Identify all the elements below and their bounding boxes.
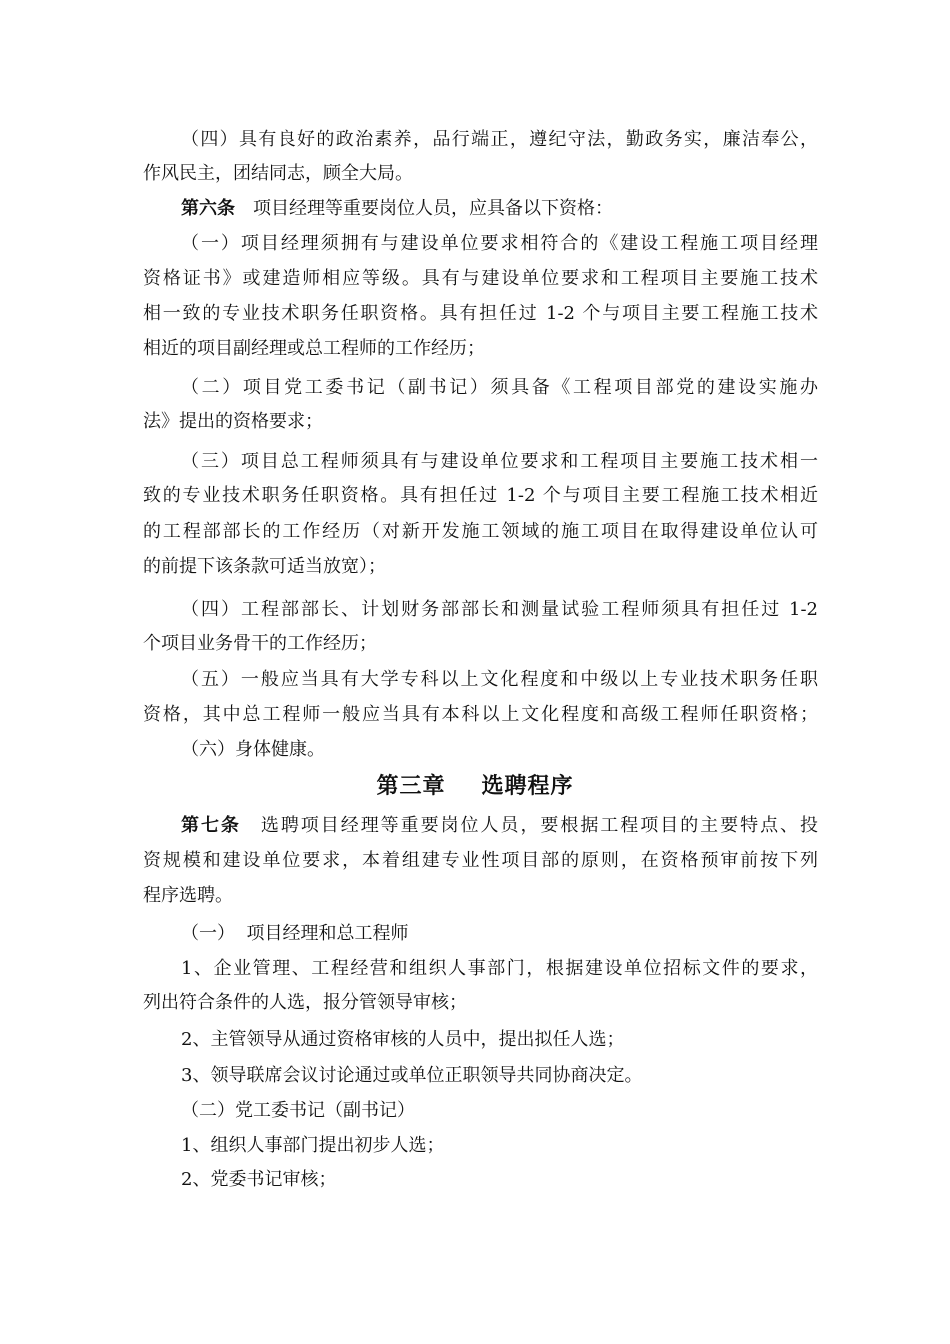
- paragraph-line: 个项目业务骨干的工作经历；: [143, 633, 377, 654]
- paragraph-line: 致的专业技术职务任职资格。具有担任过 1-2 个与项目主要工程施工技术相近: [143, 485, 818, 506]
- list-item-line: 2、党委书记审核；: [181, 1169, 337, 1190]
- paragraph-line: 资格，其中总工程师一般应当具有本科以上文化程度和高级工程师任职资格；: [143, 704, 818, 725]
- list-item-line: 2、主管领导从通过资格审核的人员中，提出拟任人选；: [181, 1029, 625, 1050]
- chapter-title: 选聘程序: [481, 774, 574, 799]
- paragraph-line: 资格证书》或建造师相应等级。具有与建设单位要求和工程项目主要施工技术: [143, 268, 818, 289]
- paragraph-line: 的工程部部长的工作经历（对新开发施工领域的施工项目在取得建设单位认可: [143, 521, 818, 542]
- paragraph-line: 相一致的专业技术职务任职资格。具有担任过 1-2 个与项目主要工程施工技术: [143, 303, 818, 324]
- paragraph-line: 程序选聘。: [143, 885, 233, 906]
- paragraph-line: 资规模和建设单位要求，本着组建专业性项目部的原则，在资格预审前按下列: [143, 850, 818, 871]
- paragraph-line: 法》提出的资格要求；: [143, 411, 323, 432]
- section-title: （一） 项目经理和总工程师: [181, 923, 409, 944]
- article-text: 项目经理等重要岗位人员，应具备以下资格：: [253, 198, 613, 219]
- paragraph-line: 的前提下该条款可适当放宽）；: [143, 556, 386, 577]
- article-text: 选聘项目经理等重要岗位人员，要根据工程项目的主要特点、投: [258, 815, 818, 836]
- paragraph-line: 相近的项目副经理或总工程师的工作经历；: [143, 338, 485, 359]
- article-label: 第六条: [181, 198, 235, 219]
- paragraph-line: （四）具有良好的政治素养，品行端正，遵纪守法，勤政务实，廉洁奉公，: [181, 129, 818, 150]
- paragraph-line: （三）项目总工程师须具有与建设单位要求和工程项目主要施工技术相一: [181, 451, 818, 472]
- paragraph-line: （六）身体健康。: [181, 739, 325, 760]
- article-6: [181, 197, 818, 221]
- section-title: （二）党工委书记（副书记）: [181, 1100, 415, 1121]
- paragraph-line: （四）工程部部长、计划财务部部长和测量试验工程师须具有担任过 1-2: [181, 599, 818, 620]
- chapter-heading: [0, 772, 950, 802]
- paragraph-line: （二）项目党工委书记（副书记）须具备《工程项目部党的建设实施办: [181, 377, 818, 398]
- list-item-line: 1、组织人事部门提出初步人选；: [181, 1135, 445, 1156]
- list-item-line: 1、企业管理、工程经营和组织人事部门，根据建设单位招标文件的要求，: [181, 958, 818, 979]
- paragraph-line: （五）一般应当具有大学专科以上文化程度和中级以上专业技术职务任职: [181, 669, 818, 690]
- paragraph-line: 作风民主，团结同志，顾全大局。: [143, 163, 413, 184]
- article-label: 第七条: [181, 815, 241, 836]
- list-item-line: 列出符合条件的人选，报分管领导审核；: [143, 992, 467, 1013]
- paragraph-line: （一）项目经理须拥有与建设单位要求相符合的《建设工程施工项目经理: [181, 233, 818, 254]
- list-item-line: 3、领导联席会议讨论通过或单位正职领导共同协商决定。: [181, 1065, 643, 1086]
- article-7: [181, 814, 818, 838]
- chapter-number: 第三章: [376, 774, 446, 799]
